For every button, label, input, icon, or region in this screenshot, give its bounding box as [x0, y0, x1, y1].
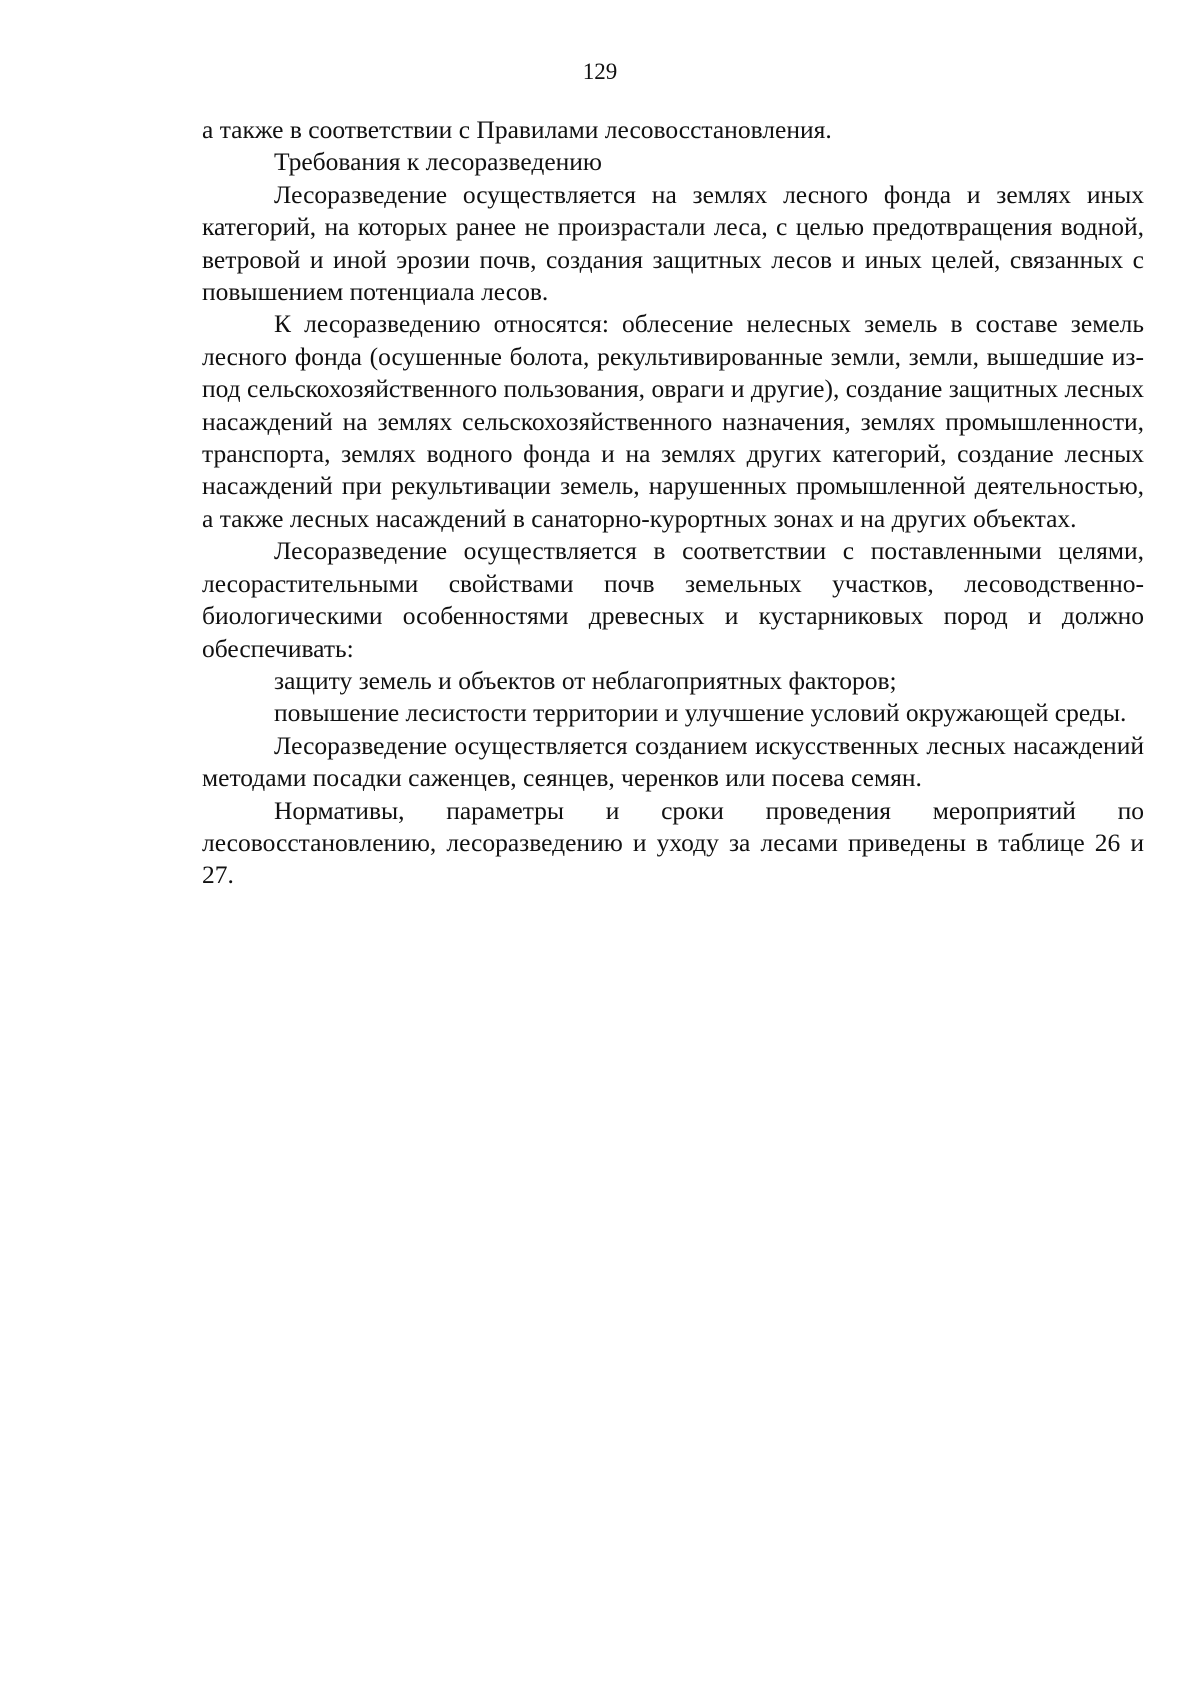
section-heading: Требования к лесоразведению — [274, 147, 602, 177]
paragraph-afforestation-goals: Лесоразведение осуществляется в соответствии с поставленными целями, лесорастительными свойствами почв земельных участков, лесоводственно-биологическими особенностями древесных и кустарниковых пород и должно обеспечивать: — [202, 536, 1144, 663]
list-item-forest-cover: повышение лесистости территории и улучшение условий окружающей среды. — [274, 698, 1127, 728]
paragraph-continuation: а также в соответствии с Правилами лесовосстановления. — [202, 115, 832, 144]
paragraph-afforestation-methods: Лесоразведение осуществляется созданием искусственных лесных насаждений методами посадки саженцев, сеянцев, черенков или посева семян. — [202, 730, 1144, 793]
body-text — [202, 114, 1144, 892]
paragraph-norms-reference: Нормативы, параметры и сроки проведения мероприятий по лесовосстановлению, лесоразведению и уходу за лесами приведены в таблице 26 и 27. — [202, 795, 1144, 890]
list-item-land-protection: защиту земель и объектов от неблагоприятных факторов; — [274, 665, 897, 695]
paragraph-afforestation-types: К лесоразведению относятся: облесение нелесных земель в составе земель лесного фонда (осушенные болота, рекультивированные земли, земли, вышедшие из-под сельскохозяйственного пользования, овраги и другие), создание защитных лесных насаждений на землях сельскохозяйственного назначения, землях промышленности, транспорта, землях водного фонда и на землях других категорий, создание лесных насаждений при рекультивации земель, нарушенных промышленной деятельностью, а также лесных насаждений в санаторно-курортных зонах и на других объектах. — [202, 309, 1144, 533]
paragraph-afforestation-definition: Лесоразведение осуществляется на землях лесного фонда и землях иных категорий, на которых ранее не произрастали леса, с целью предотвращения водной, ветровой и иной эрозии почв, создания защитных лесов и иных целей, связанных с повышением потенциала лесов. — [202, 179, 1144, 307]
page-number: 129 — [582, 59, 618, 84]
